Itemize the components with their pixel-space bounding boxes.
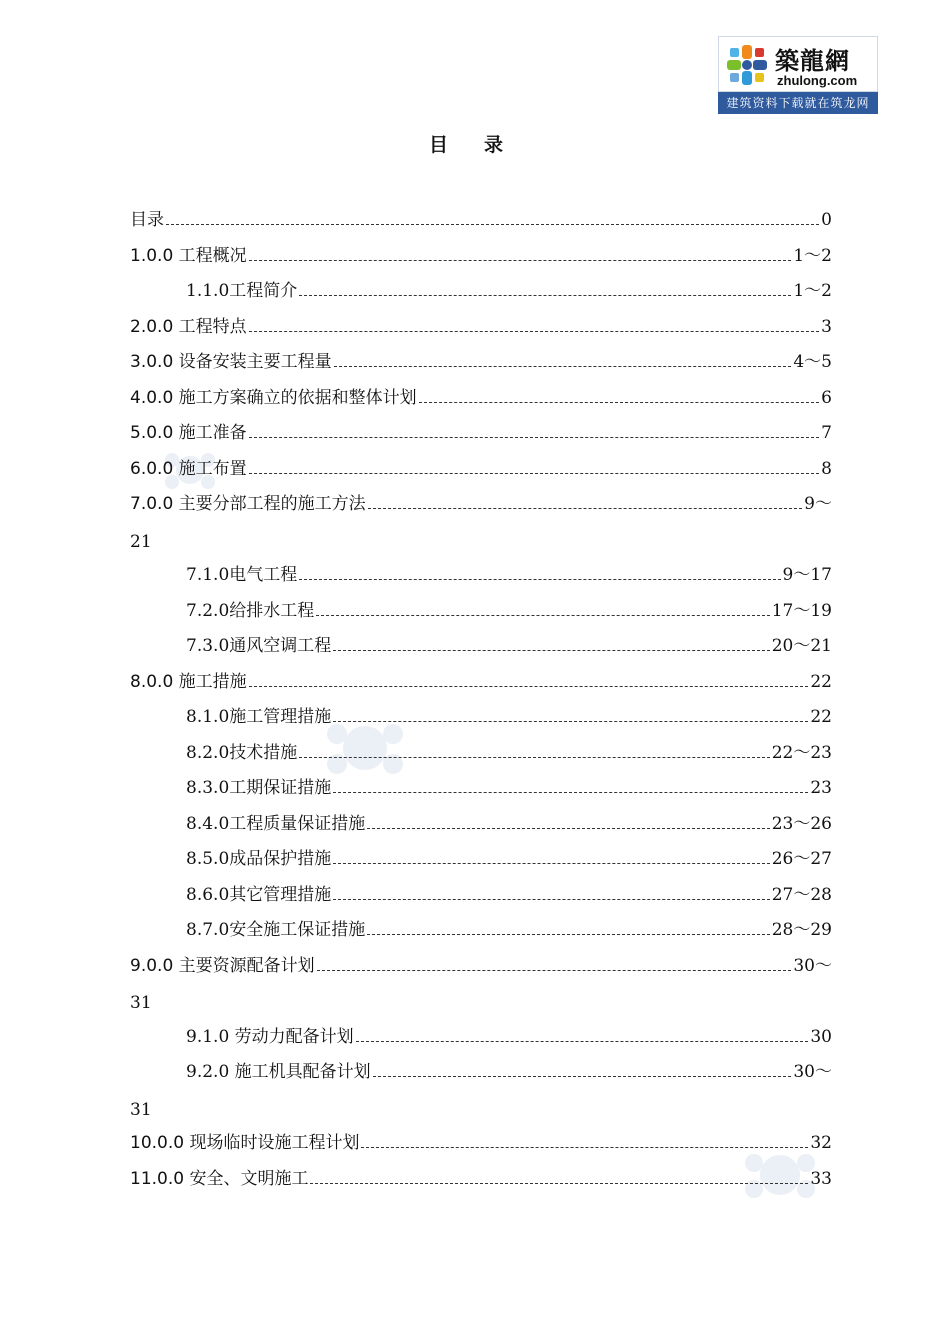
toc-label: 11.0.0 安全、文明施工 bbox=[130, 1168, 309, 1189]
toc-label: 9.2.0 施工机具配备计划 bbox=[186, 1062, 371, 1082]
toc-row[interactable] bbox=[186, 739, 832, 767]
toc-label: 3.0.0 设备安装主要工程量 bbox=[130, 352, 332, 372]
toc-page: 9～17 bbox=[782, 565, 832, 585]
toc-page: 17～19 bbox=[771, 600, 832, 621]
toc-label: 5.0.0 施工准备 bbox=[130, 423, 247, 443]
toc-page-continuation: 31 bbox=[130, 1099, 152, 1120]
toc-row[interactable] bbox=[130, 1129, 832, 1157]
toc-row[interactable] bbox=[130, 313, 832, 341]
toc-leader bbox=[367, 933, 769, 935]
toc-label: 8.3.0工期保证措施 bbox=[186, 778, 332, 798]
toc-leader bbox=[249, 685, 809, 687]
toc-page: 27～28 bbox=[771, 884, 832, 905]
toc-leader bbox=[333, 720, 808, 722]
toc-page: 0 bbox=[821, 210, 832, 230]
toc-row[interactable] bbox=[130, 242, 832, 270]
toc-row[interactable] bbox=[186, 632, 832, 660]
toc-page: 30～ bbox=[793, 1062, 832, 1082]
toc-label: 1.0.0 工程概况 bbox=[130, 245, 247, 266]
toc-row[interactable] bbox=[130, 384, 832, 412]
toc-leader bbox=[249, 472, 820, 474]
toc-label: 9.0.0 主要资源配备计划 bbox=[130, 955, 315, 976]
toc-page: 22～23 bbox=[771, 742, 832, 763]
toc-row[interactable] bbox=[186, 810, 832, 838]
toc-page: 26～27 bbox=[771, 849, 832, 869]
toc-label: 7.0.0 主要分部工程的施工方法 bbox=[130, 494, 366, 514]
toc-leader bbox=[373, 1075, 792, 1077]
toc-page: 7 bbox=[821, 423, 832, 443]
toc-page: 1～2 bbox=[793, 245, 832, 266]
toc-page: 9～ bbox=[804, 494, 832, 514]
toc-label: 4.0.0 施工方案确立的依据和整体计划 bbox=[130, 387, 417, 408]
toc-row[interactable] bbox=[130, 490, 832, 518]
toc-leader bbox=[249, 330, 820, 332]
toc-label: 目录 bbox=[130, 210, 164, 230]
toc-page: 6 bbox=[821, 387, 832, 408]
toc-row[interactable] bbox=[130, 1165, 832, 1193]
toc-leader bbox=[333, 791, 808, 793]
toc-label: 8.2.0技术措施 bbox=[186, 742, 298, 763]
toc-page: 30 bbox=[810, 1026, 832, 1047]
toc-page-continuation: 31 bbox=[130, 993, 152, 1013]
toc-row[interactable] bbox=[186, 845, 832, 873]
toc-page: 8 bbox=[821, 458, 832, 479]
toc-label: 8.4.0工程质量保证措施 bbox=[186, 813, 366, 834]
toc-row[interactable] bbox=[130, 668, 832, 696]
toc-row[interactable] bbox=[130, 419, 832, 447]
toc-page-continuation: 21 bbox=[130, 531, 152, 552]
toc-leader bbox=[356, 1040, 809, 1042]
toc-row[interactable] bbox=[130, 455, 832, 483]
toc-row[interactable] bbox=[186, 1058, 832, 1086]
toc-row[interactable] bbox=[186, 1023, 832, 1051]
toc-page: 23 bbox=[810, 778, 832, 798]
toc-row[interactable] bbox=[186, 703, 832, 731]
toc-page: 28～29 bbox=[771, 920, 832, 940]
toc-leader bbox=[299, 756, 769, 758]
toc-page: 1～2 bbox=[793, 281, 832, 301]
toc-row[interactable] bbox=[186, 774, 832, 802]
toc-leader bbox=[333, 898, 769, 900]
toc-leader bbox=[368, 507, 803, 509]
toc-leader bbox=[299, 294, 791, 296]
toc-label: 2.0.0 工程特点 bbox=[130, 316, 247, 337]
toc-leader bbox=[367, 827, 769, 829]
toc-page: 3 bbox=[821, 316, 832, 337]
toc-leader bbox=[249, 259, 792, 261]
toc-leader bbox=[317, 969, 792, 971]
toc-leader bbox=[166, 223, 819, 225]
toc-label: 6.0.0 施工布置 bbox=[130, 458, 247, 479]
logo-name: 築龍網 bbox=[775, 47, 850, 75]
toc-leader bbox=[299, 578, 780, 580]
toc-page: 4～5 bbox=[793, 352, 832, 372]
toc-label: 8.6.0其它管理措施 bbox=[186, 884, 332, 905]
logo-slogan: 建筑资料下载就在筑龙网 bbox=[718, 92, 878, 114]
toc-row[interactable] bbox=[130, 348, 832, 376]
toc-label: 7.3.0通风空调工程 bbox=[186, 636, 332, 656]
toc-label: 1.1.0工程简介 bbox=[186, 281, 298, 301]
toc-label: 10.0.0 现场临时设施工程计划 bbox=[130, 1133, 360, 1153]
toc-label: 8.0.0 施工措施 bbox=[130, 671, 247, 692]
toc-row[interactable] bbox=[186, 916, 832, 944]
toc-page: 20～21 bbox=[771, 636, 832, 656]
toc-leader bbox=[249, 436, 820, 438]
toc-page: 22 bbox=[810, 671, 832, 692]
toc-row[interactable] bbox=[186, 597, 832, 625]
toc-leader bbox=[316, 614, 769, 616]
toc-leader bbox=[419, 401, 820, 403]
toc-page: 23～26 bbox=[771, 813, 832, 834]
logo-domain: zhulong.com bbox=[777, 73, 858, 88]
toc-label: 8.1.0施工管理措施 bbox=[186, 707, 332, 727]
toc-label: 8.7.0安全施工保证措施 bbox=[186, 920, 366, 940]
toc-row[interactable] bbox=[186, 881, 832, 909]
zhulong-logo bbox=[718, 36, 878, 114]
toc-label: 8.5.0成品保护措施 bbox=[186, 849, 332, 869]
toc-page: 32 bbox=[810, 1133, 832, 1153]
toc-leader bbox=[334, 365, 792, 367]
toc-leader bbox=[361, 1146, 808, 1148]
toc-label: 7.1.0电气工程 bbox=[186, 565, 298, 585]
toc-leader bbox=[310, 1182, 808, 1184]
toc-row[interactable] bbox=[186, 561, 832, 589]
toc-leader bbox=[333, 862, 769, 864]
toc-leader bbox=[333, 649, 769, 651]
logo-top bbox=[718, 36, 878, 92]
toc-page: 30～ bbox=[793, 955, 832, 976]
page-title: 目录 bbox=[428, 134, 539, 156]
toc-label: 9.1.0 劳动力配备计划 bbox=[186, 1026, 354, 1047]
toc-row[interactable] bbox=[130, 206, 832, 234]
toc-page: 33 bbox=[810, 1168, 832, 1189]
toc-row[interactable] bbox=[130, 952, 832, 980]
toc-row[interactable] bbox=[186, 277, 832, 305]
toc-page: 22 bbox=[810, 707, 832, 727]
toc-label: 7.2.0给排水工程 bbox=[186, 600, 315, 621]
logo-snowflake-icon bbox=[723, 41, 771, 89]
